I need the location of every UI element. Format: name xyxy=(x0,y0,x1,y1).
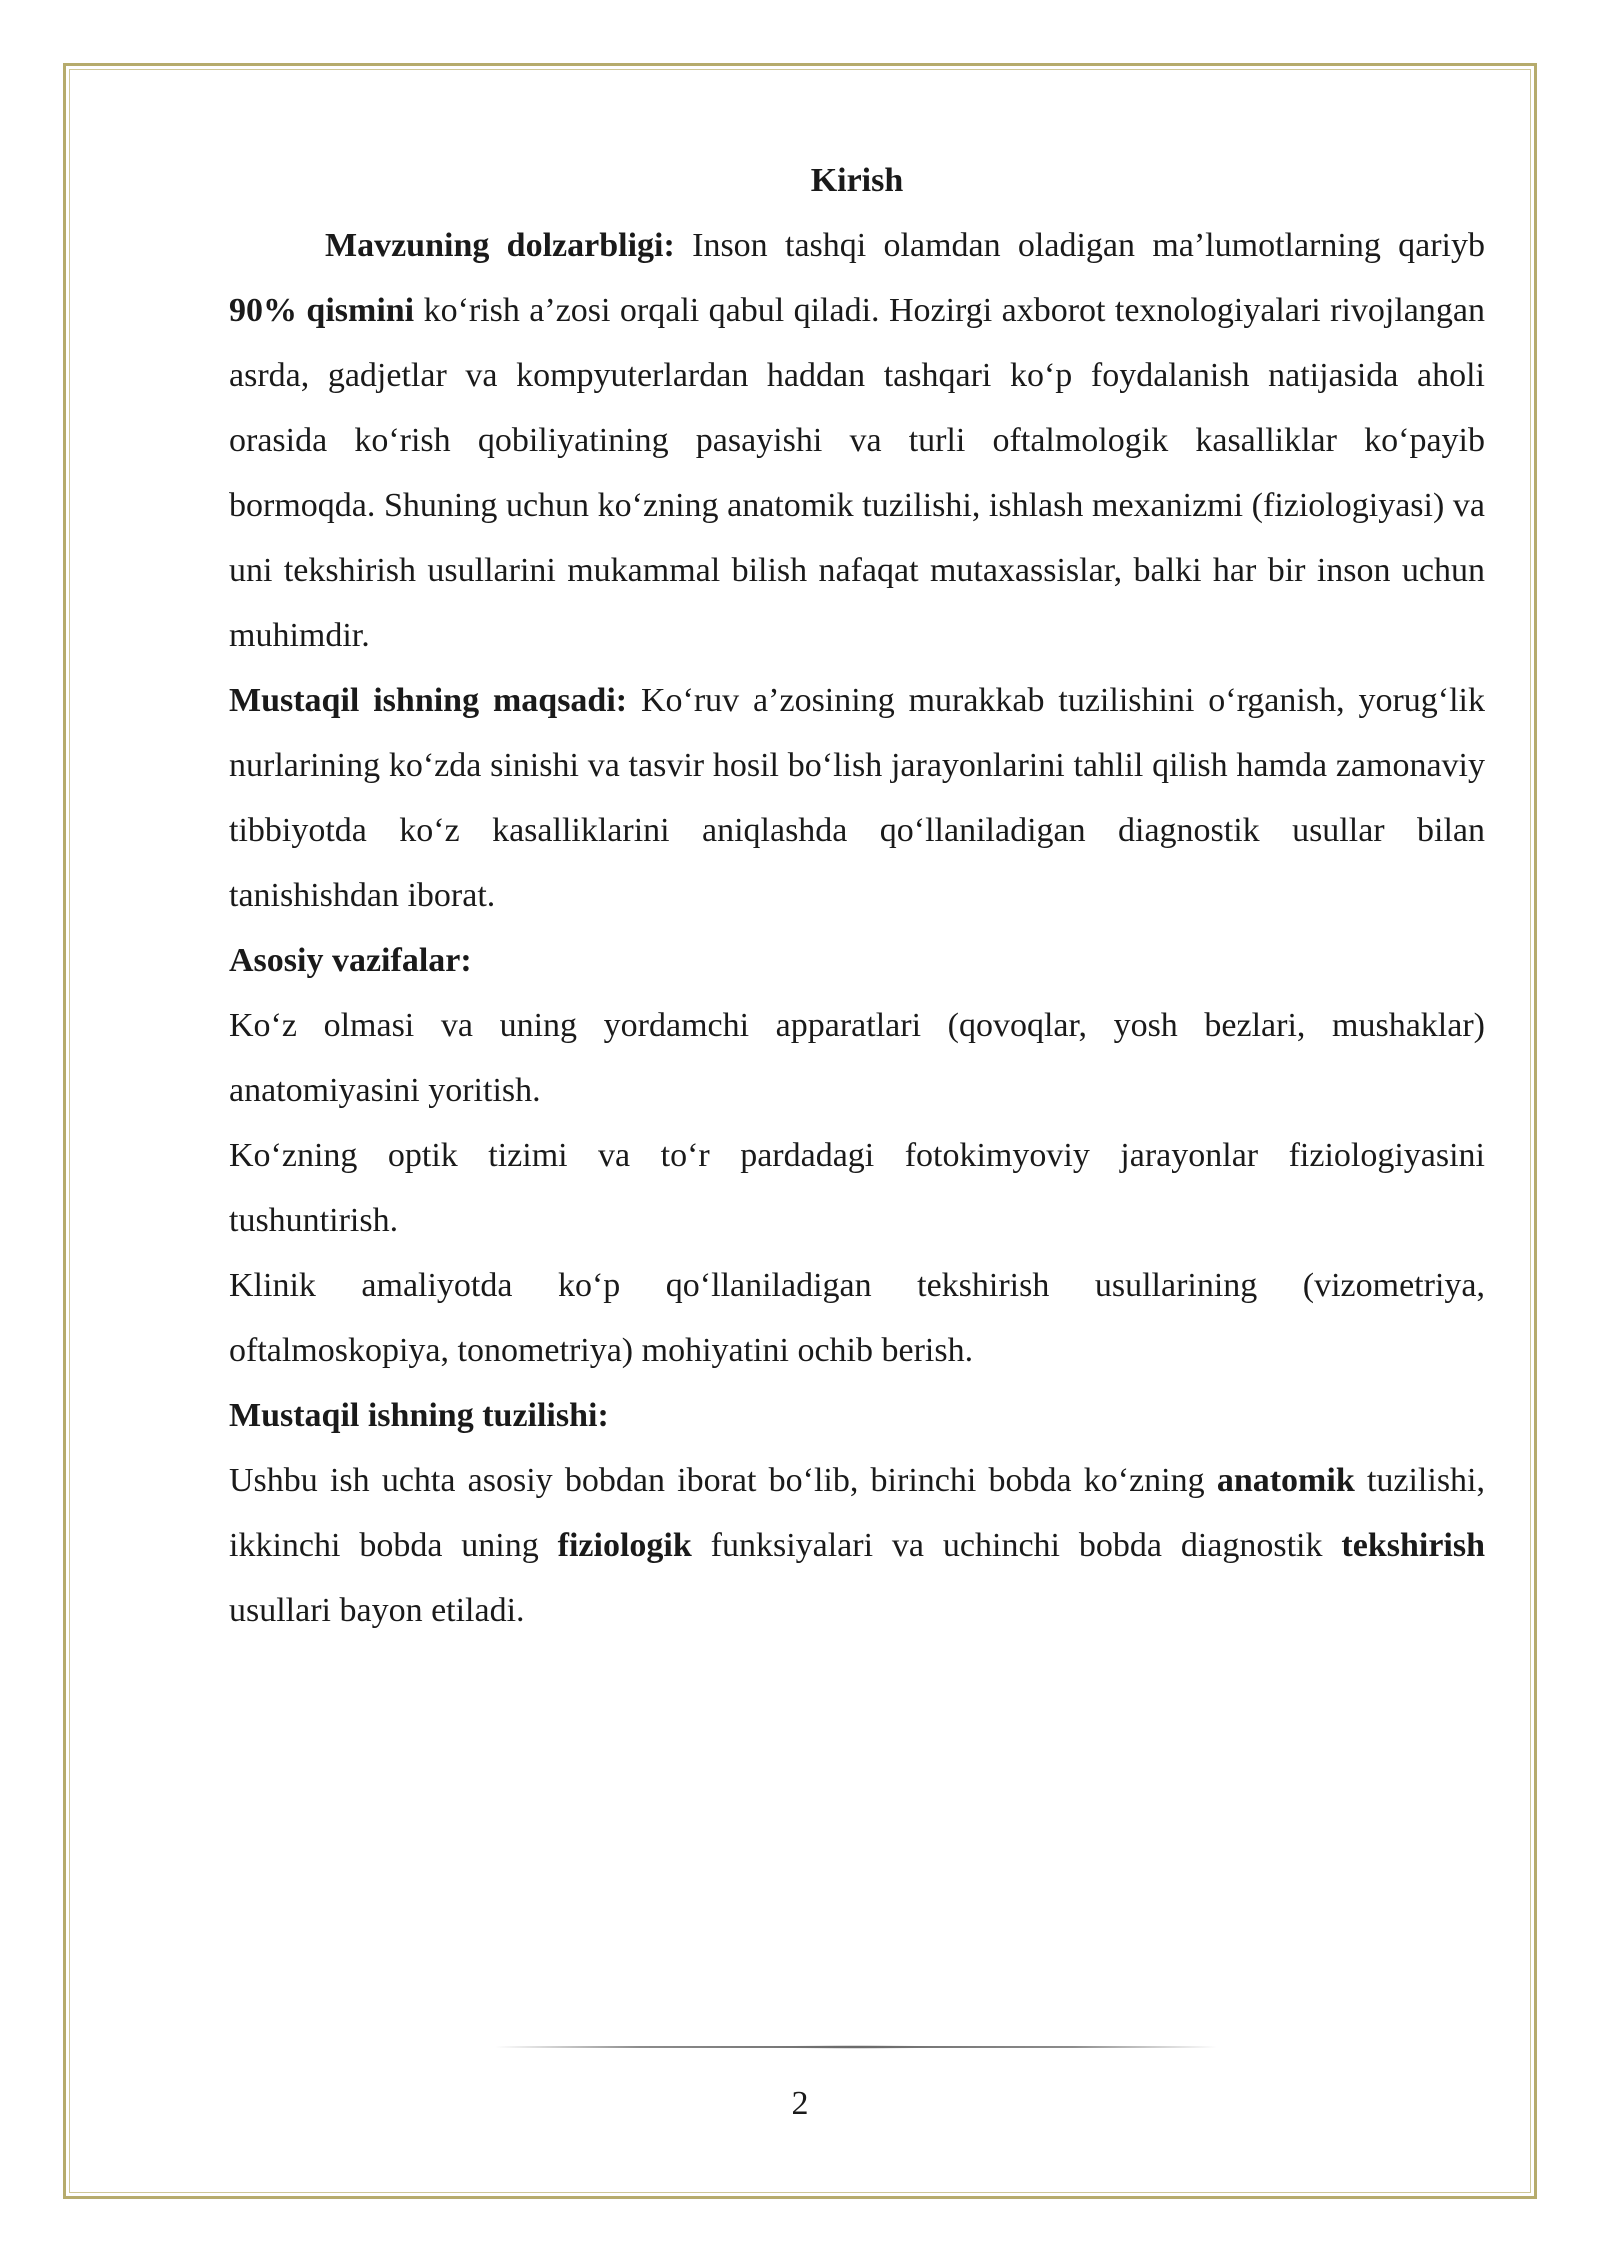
page-number: 2 xyxy=(791,2085,809,2122)
task-item: Ko‘z olmasi va uning yordamchi apparatlari (qovoqlar, yosh bezlari, mushaklar) anatomiyasini yoritish. xyxy=(229,1007,1485,1109)
structure-bold-anatomik: anatomik xyxy=(1216,1462,1355,1499)
relevance-paragraph xyxy=(229,213,1485,668)
task-item: Ko‘zning optik tizimi va to‘r pardadagi fotokimyoviy jarayonlar fiziologiyasini tushuntirish. xyxy=(229,1137,1485,1239)
structure-bold-tekshirish: tekshirish xyxy=(1341,1527,1485,1564)
goal-text: Ko‘ruv a’zosining murakkab tuzilishini o‘rganish, yorug‘lik nurlarining ko‘zda sinishi va tasvir hosil bo‘lish jarayonlarini tahlil qilish hamda zamonaviy tibbiyotda ko‘z kasalliklarini aniqlashda qo‘llaniladigan diagnostik usullar bilan tanishishdan iborat. xyxy=(229,682,1485,914)
section-title: Kirish xyxy=(810,162,904,199)
structure-text-2: tuzilishi, ikkinchi bobda uning xyxy=(229,1462,1485,1564)
tasks-heading: Asosiy vazifalar: xyxy=(229,942,472,979)
structure-text-4: usullari bayon etiladi. xyxy=(229,1592,525,1629)
relevance-label: Mavzuning dolzarbligi: xyxy=(325,227,675,264)
goal-label: Mustaqil ishning maqsadi: xyxy=(229,682,628,719)
structure-text-1: Ushbu ish uchta asosiy bobdan iborat bo‘lib, birinchi bobda ko‘zning xyxy=(229,1462,1217,1499)
structure-heading: Mustaqil ishning tuzilishi: xyxy=(229,1397,609,1434)
document-body xyxy=(229,148,1485,1643)
relevance-text-2: ko‘rish a’zosi orqali qabul qiladi. Hozirgi axborot texnologiyalari rivojlangan asrda, gadjetlar va kompyuterlardan haddan tashqari ko‘p foydalanish natijasida aholi orasida ko‘rish qobiliyatining pasayishi va turli oftalmologik kasalliklar ko‘payib bormoqda. Shuning uchun ko‘zning anatomik tuzilishi, ishlash mexanizmi (fiziologiyasi) va uni tekshirish usullarini mukammal bilish nafaqat mutaxassislar, balki har bir inson uchun muhimdir. xyxy=(229,292,1485,654)
structure-text-3: funksiyalari va uchinchi bobda diagnostik xyxy=(691,1527,1342,1564)
relevance-text-1: Inson tashqi olamdan oladigan ma’lumotlarning qariyb xyxy=(674,227,1486,264)
task-item: Klinik amaliyotda ko‘p qo‘llaniladigan tekshirish usullarining (vizometriya, oftalmoskopiya, tonometriya) mohiyatini ochib berish. xyxy=(229,1267,1485,1369)
relevance-bold-percent: 90% qismini xyxy=(229,292,415,329)
goal-paragraph xyxy=(229,668,1485,928)
structure-bold-fiziologik: fiziologik xyxy=(557,1527,692,1564)
footer-divider xyxy=(495,2045,1217,2049)
structure-paragraph xyxy=(229,1448,1485,1643)
